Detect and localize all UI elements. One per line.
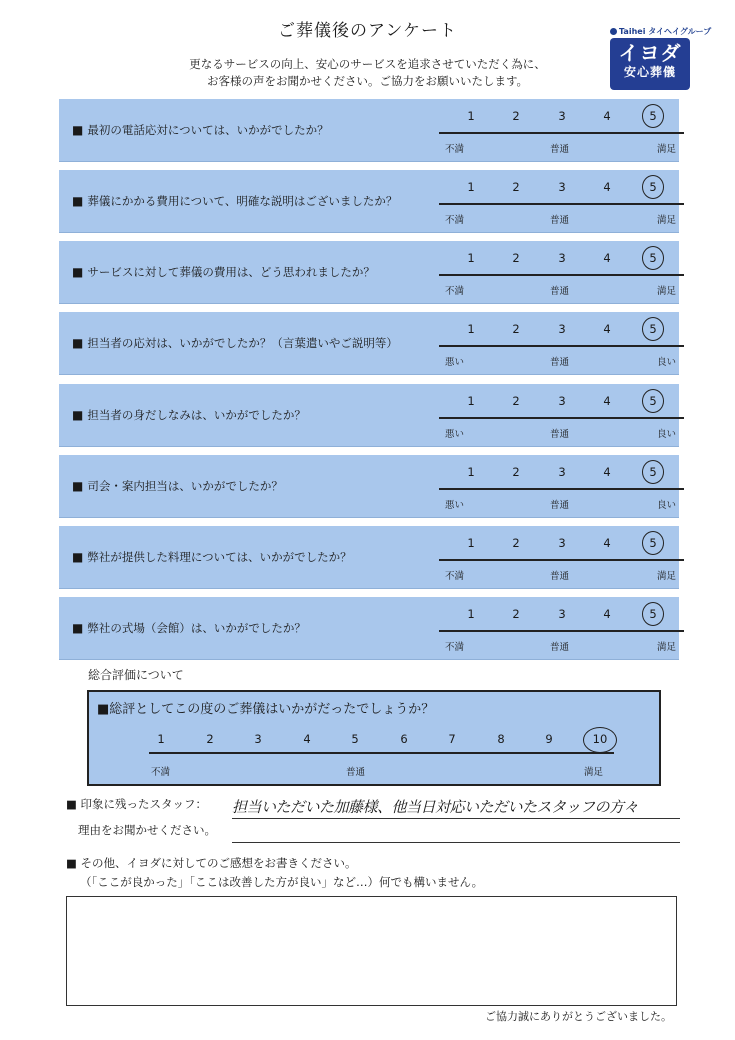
scale-high-label: 良い bbox=[657, 429, 677, 440]
overall-option-8[interactable]: 8 bbox=[497, 732, 505, 746]
overall-option-10[interactable]: 10 bbox=[592, 732, 608, 746]
scale-low-label: 悪い bbox=[445, 429, 465, 440]
overall-rating-box bbox=[87, 690, 661, 786]
overall-selected-circle bbox=[583, 727, 617, 753]
rating-option-2[interactable]: 2 bbox=[512, 109, 520, 123]
question-box bbox=[59, 312, 679, 375]
overall-option-5[interactable]: 5 bbox=[351, 732, 359, 746]
rating-scale-line bbox=[439, 488, 684, 490]
overall-option-6[interactable]: 6 bbox=[400, 732, 408, 746]
rating-option-1[interactable]: 1 bbox=[467, 109, 475, 123]
rating-option-3[interactable]: 3 bbox=[558, 180, 566, 194]
question-text bbox=[72, 478, 283, 494]
scale-mid-label: 普通 bbox=[550, 642, 570, 653]
rating-option-4[interactable]: 4 bbox=[603, 607, 611, 621]
rating-option-4[interactable]: 4 bbox=[603, 109, 611, 123]
rating-option-5[interactable]: 5 bbox=[649, 251, 657, 265]
question-label: サービスに対して葬儀の費用は、どう思われましたか？ bbox=[87, 265, 375, 279]
scale-high-label: 良い bbox=[657, 357, 677, 368]
rating-option-5[interactable]: 5 bbox=[649, 394, 657, 408]
scale-high-label: 満足 bbox=[657, 215, 677, 226]
question-text bbox=[72, 620, 306, 636]
scale-low-label: 不満 bbox=[445, 571, 465, 582]
selected-answer-circle bbox=[642, 389, 664, 413]
scale-mid-label: 普通 bbox=[550, 571, 570, 582]
rating-option-4[interactable]: 4 bbox=[603, 322, 611, 336]
rating-option-2[interactable]: 2 bbox=[512, 322, 520, 336]
square-bullet-icon: ■ bbox=[72, 336, 84, 350]
group-logo-icon bbox=[610, 28, 617, 35]
question-text bbox=[72, 549, 352, 565]
rating-option-5[interactable]: 5 bbox=[649, 536, 657, 550]
scale-high-label: 良い bbox=[657, 500, 677, 511]
group-logo bbox=[610, 26, 711, 37]
scale-low-label: 不満 bbox=[445, 642, 465, 653]
rating-scale-line bbox=[439, 417, 684, 419]
page-title: ご葬儀後のアンケート bbox=[278, 21, 457, 41]
scale-low-label: 不満 bbox=[445, 286, 465, 297]
overall-low-label: 不満 bbox=[151, 767, 171, 778]
rating-option-1[interactable]: 1 bbox=[467, 607, 475, 621]
question-text bbox=[72, 122, 329, 138]
rating-option-1[interactable]: 1 bbox=[467, 394, 475, 408]
square-bullet-icon: ■ bbox=[72, 408, 84, 422]
rating-option-2[interactable]: 2 bbox=[512, 180, 520, 194]
square-bullet-icon: ■ bbox=[72, 265, 84, 279]
question-label: 担当者の身だしなみは、いかがでしたか？ bbox=[87, 408, 306, 422]
rating-option-4[interactable]: 4 bbox=[603, 465, 611, 479]
question-box bbox=[59, 526, 679, 589]
overall-option-9[interactable]: 9 bbox=[545, 732, 553, 746]
comments-field[interactable] bbox=[66, 896, 677, 1006]
rating-option-1[interactable]: 1 bbox=[467, 322, 475, 336]
thanks-text: ご協力誠にありがとうございました。 bbox=[485, 1010, 672, 1023]
question-label: 葬儀にかかる費用について、明確な説明はございましたか？ bbox=[87, 194, 398, 208]
overall-section-label: 総合評価について bbox=[88, 668, 184, 682]
rating-option-3[interactable]: 3 bbox=[558, 607, 566, 621]
scale-mid-label: 普通 bbox=[550, 500, 570, 511]
selected-answer-circle bbox=[642, 602, 664, 626]
rating-scale-line bbox=[439, 559, 684, 561]
question-text bbox=[72, 193, 397, 209]
scale-mid-label: 普通 bbox=[550, 429, 570, 440]
rating-option-2[interactable]: 2 bbox=[512, 394, 520, 408]
company-logo bbox=[610, 38, 690, 90]
rating-option-2[interactable]: 2 bbox=[512, 536, 520, 550]
scale-mid-label: 普通 bbox=[550, 286, 570, 297]
rating-scale-line bbox=[439, 132, 684, 134]
logo-main-text: イヨダ bbox=[618, 41, 682, 65]
staff-handwritten-answer[interactable]: 担当いただいた加藤様、他当日対応いただいたスタッフの方々 bbox=[232, 798, 639, 816]
staff-answer-underline bbox=[232, 818, 680, 819]
scale-high-label: 満足 bbox=[657, 286, 677, 297]
scale-low-label: 悪い bbox=[445, 500, 465, 511]
question-box bbox=[59, 241, 679, 304]
overall-option-3[interactable]: 3 bbox=[254, 732, 262, 746]
rating-option-5[interactable]: 5 bbox=[649, 322, 657, 336]
rating-option-5[interactable]: 5 bbox=[649, 109, 657, 123]
rating-option-3[interactable]: 3 bbox=[558, 465, 566, 479]
staff-label: ■ 印象に残ったスタッフ： bbox=[66, 797, 208, 811]
logo-sub-text: 安心葬儀 bbox=[623, 65, 676, 79]
staff-reason-underline bbox=[232, 842, 680, 843]
square-bullet-icon: ■ bbox=[72, 123, 84, 137]
rating-option-4[interactable]: 4 bbox=[603, 251, 611, 265]
square-bullet-icon: ■ bbox=[97, 702, 110, 717]
selected-answer-circle bbox=[642, 104, 664, 128]
rating-scale-line bbox=[439, 274, 684, 276]
intro-line-2: お客様の声をお聞かせください。ご協力をお願いいたします。 bbox=[206, 74, 529, 88]
overall-option-4[interactable]: 4 bbox=[303, 732, 311, 746]
selected-answer-circle bbox=[642, 175, 664, 199]
question-label: 弊社が提供した料理については、いかがでしたか？ bbox=[87, 550, 352, 564]
rating-option-3[interactable]: 3 bbox=[558, 109, 566, 123]
question-label: 司会・案内担当は、いかがでしたか？ bbox=[87, 479, 283, 493]
question-label: 最初の電話応対については、いかがでしたか？ bbox=[87, 123, 329, 137]
rating-option-3[interactable]: 3 bbox=[558, 322, 566, 336]
intro-line-1: 更なるサービスの向上、安心のサービスを追求させていただく為に、 bbox=[189, 57, 546, 71]
rating-scale-line bbox=[439, 345, 684, 347]
comments-label: ■ その他、イヨダに対してのご感想をお書きください。 bbox=[66, 856, 357, 870]
rating-scale-line bbox=[439, 630, 684, 632]
rating-option-5[interactable]: 5 bbox=[649, 465, 657, 479]
scale-low-label: 不満 bbox=[445, 144, 465, 155]
overall-option-7[interactable]: 7 bbox=[448, 732, 456, 746]
rating-option-1[interactable]: 1 bbox=[467, 465, 475, 479]
overall-option-1[interactable]: 1 bbox=[157, 732, 165, 746]
scale-high-label: 満足 bbox=[657, 144, 677, 155]
scale-low-label: 不満 bbox=[445, 215, 465, 226]
rating-scale-line bbox=[439, 203, 684, 205]
group-logo-text: Taihei タイヘイグループ bbox=[619, 27, 712, 36]
overall-question bbox=[97, 698, 434, 717]
square-bullet-icon: ■ bbox=[72, 194, 84, 208]
scale-mid-label: 普通 bbox=[550, 144, 570, 155]
rating-option-3[interactable]: 3 bbox=[558, 251, 566, 265]
question-text bbox=[72, 335, 398, 351]
question-box bbox=[59, 455, 679, 518]
rating-option-4[interactable]: 4 bbox=[603, 180, 611, 194]
overall-question-text: 総評としてこの度のご葬儀はいかがだったでしょうか？ bbox=[109, 702, 435, 717]
scale-mid-label: 普通 bbox=[550, 357, 570, 368]
scale-high-label: 満足 bbox=[657, 642, 677, 653]
rating-option-3[interactable]: 3 bbox=[558, 394, 566, 408]
overall-high-label: 満足 bbox=[584, 767, 604, 778]
question-text bbox=[72, 264, 375, 280]
question-box bbox=[59, 99, 679, 162]
question-box bbox=[59, 597, 679, 660]
square-bullet-icon: ■ bbox=[72, 550, 84, 564]
rating-option-2[interactable]: 2 bbox=[512, 465, 520, 479]
square-bullet-icon: ■ bbox=[72, 621, 84, 635]
question-label: 担当者の応対は、いかがでしたか？（言葉遣いやご説明等） bbox=[87, 336, 398, 350]
rating-option-1[interactable]: 1 bbox=[467, 180, 475, 194]
scale-mid-label: 普通 bbox=[550, 215, 570, 226]
scale-low-label: 悪い bbox=[445, 357, 465, 368]
question-box bbox=[59, 384, 679, 447]
overall-option-2[interactable]: 2 bbox=[206, 732, 214, 746]
question-text bbox=[72, 407, 306, 423]
rating-option-5[interactable]: 5 bbox=[649, 180, 657, 194]
selected-answer-circle bbox=[642, 246, 664, 270]
scale-high-label: 満足 bbox=[657, 571, 677, 582]
rating-option-5[interactable]: 5 bbox=[649, 607, 657, 621]
selected-answer-circle bbox=[642, 460, 664, 484]
rating-option-3[interactable]: 3 bbox=[558, 536, 566, 550]
question-box bbox=[59, 170, 679, 233]
rating-option-2[interactable]: 2 bbox=[512, 607, 520, 621]
rating-option-4[interactable]: 4 bbox=[603, 536, 611, 550]
selected-answer-circle bbox=[642, 317, 664, 341]
rating-option-1[interactable]: 1 bbox=[467, 251, 475, 265]
question-label: 弊社の式場（会館）は、いかがでしたか？ bbox=[87, 621, 306, 635]
comments-sub-label: （「ここが良かった」「ここは改善した方が良い」など…）何でも構いません。 bbox=[80, 875, 484, 889]
rating-option-2[interactable]: 2 bbox=[512, 251, 520, 265]
rating-option-1[interactable]: 1 bbox=[467, 536, 475, 550]
staff-reason-label: 理由をお聞かせください。 bbox=[78, 823, 216, 837]
selected-answer-circle bbox=[642, 531, 664, 555]
square-bullet-icon: ■ bbox=[72, 479, 84, 493]
overall-scale-line bbox=[149, 752, 614, 754]
overall-mid-label: 普通 bbox=[346, 767, 366, 778]
rating-option-4[interactable]: 4 bbox=[603, 394, 611, 408]
